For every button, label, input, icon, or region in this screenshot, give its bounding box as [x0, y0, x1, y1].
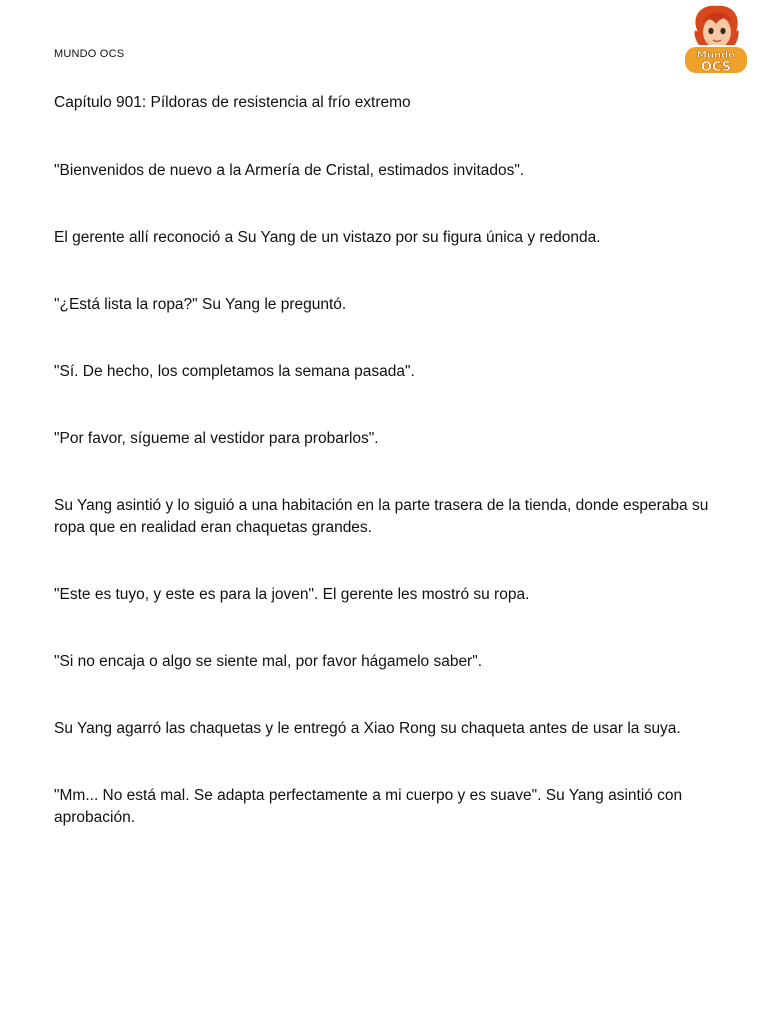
paragraph: "Si no encaja o algo se siente mal, por favor hágamelo saber".: [54, 653, 483, 670]
logo-text-top: Mundo: [696, 50, 736, 61]
header-label: MUNDO OCS: [54, 48, 125, 60]
paragraph: "Mm... No está mal. Se adapta perfectamente a mi cuerpo y es suave". Su Yang asintió con aprobación.: [54, 787, 683, 826]
paragraph: "Por favor, sígueme al vestidor para probarlos".: [54, 430, 379, 447]
paragraph: "Este es tuyo, y este es para la joven". El gerente les mostró su ropa.: [54, 586, 530, 603]
mundo-ocs-logo: [680, 2, 752, 76]
chapter-title: Capítulo 901: Píldoras de resistencia al frío extremo: [54, 94, 411, 111]
paragraph: El gerente allí reconoció a Su Yang de un vistazo por su figura única y redonda.: [54, 229, 601, 246]
document-body: [54, 92, 718, 874]
logo-text-bottom: OCS: [700, 60, 732, 75]
paragraph: Su Yang asintió y lo siguió a una habitación en la parte trasera de la tienda, donde esperaba su ropa que en realidad eran chaquetas grandes.: [54, 497, 709, 536]
paragraph: "Bienvenidos de nuevo a la Armería de Cristal, estimados invitados".: [54, 162, 525, 179]
paragraph: "¿Está lista la ropa?" Su Yang le preguntó.: [54, 296, 347, 313]
paragraph: "Sí. De hecho, los completamos la semana pasada".: [54, 363, 415, 380]
paragraph: Su Yang agarró las chaquetas y le entregó a Xiao Rong su chaqueta antes de usar la suya.: [54, 720, 681, 737]
